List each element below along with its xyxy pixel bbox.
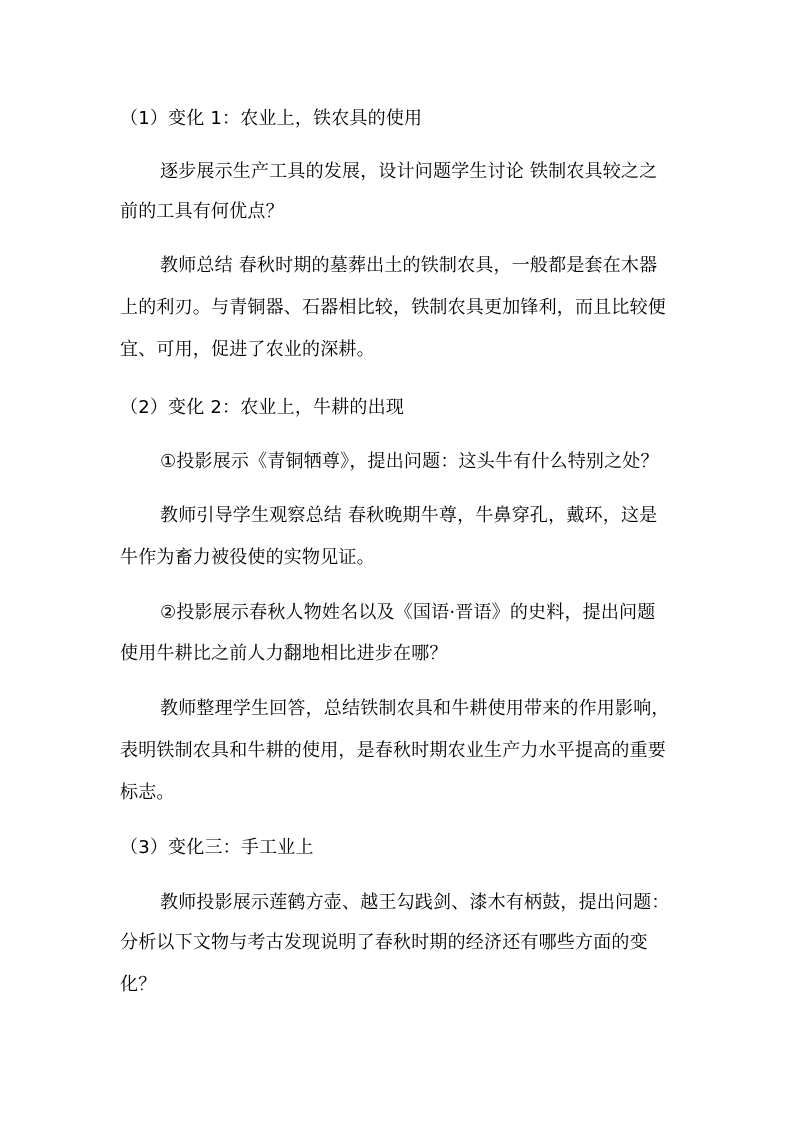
paragraph-line: 教师引导学生观察总结 春秋晚期牛尊，牛鼻穿孔，戴环，这是 (160, 505, 658, 526)
paragraph-line: ①投影展示《青铜牺尊》，提出问题：这头牛有什么特别之处？ (160, 451, 659, 472)
paragraph-line: 前的工具有何优点？ (120, 201, 284, 222)
paragraph-line: 逐步展示生产工具的发展，设计问题学生讨论 铁制农具较之之 (160, 161, 658, 182)
section-heading-2: （2）变化 2：农业上，牛耕的出现 (120, 397, 405, 418)
paragraph-line: 使用牛耕比之前人力翻地相比进步在哪？ (120, 643, 448, 664)
paragraph-line: 表明铁制农具和牛耕的使用，是春秋时期农业生产力水平提高的重要 (120, 740, 666, 761)
paragraph-line: 宜、可用，促进了农业的深耕。 (120, 339, 375, 360)
paragraph-line: 教师总结 春秋时期的墓葬出土的铁制农具，一般都是套在木器 (160, 255, 658, 276)
section-heading-1: （1）变化 1：农业上，铁农具的使用 (120, 108, 423, 129)
paragraph-line: ②投影展示春秋人物姓名以及《国语·晋语》的史料，提出问题 (160, 602, 656, 623)
paragraph-line: 教师投影展示莲鹤方壶、越王勾践剑、漆木有柄鼓，提出问题： (160, 892, 670, 913)
paragraph-line: 化？ (120, 974, 157, 995)
paragraph-line: 教师整理学生回答，总结铁制农具和牛耕使用带来的作用影响， (160, 698, 670, 719)
paragraph-line: 分析以下文物与考古发现说明了春秋时期的经济还有哪些方面的变 (120, 932, 648, 953)
paragraph-line: 标志。 (120, 782, 175, 803)
section-heading-3: （3）变化三：手工业上 (120, 837, 314, 858)
paragraph-line: 上的利刃。与青铜器、石器相比较，铁制农具更加锋利，而且比较便 (120, 297, 666, 318)
paragraph-line: 牛作为畜力被役使的实物见证。 (120, 547, 375, 568)
